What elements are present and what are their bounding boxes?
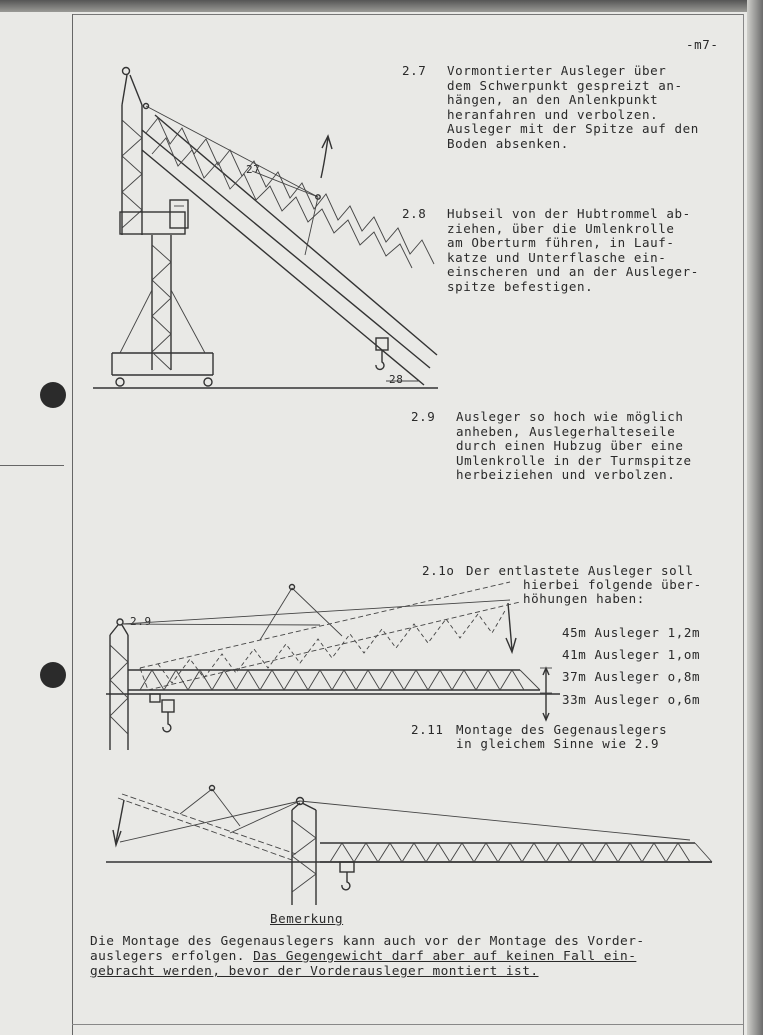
overhang-row: 37m Ausleger o,8m <box>562 669 701 684</box>
page-marker: -m7- <box>686 37 719 52</box>
step-line: durch einen Hubzug über eine <box>456 438 684 453</box>
step-line: dem Schwerpunkt gespreizt an- <box>447 77 683 93</box>
step-line: ziehen, über die Umlenkrolle <box>447 220 675 236</box>
step-line: heranfahren und verbolzen. <box>447 106 659 122</box>
step-number: 2.9 <box>411 409 436 424</box>
step-line: Der entlastete Ausleger soll <box>466 563 694 578</box>
step-line: Ausleger so hoch wie möglich <box>456 409 684 424</box>
figure-1-crane-boom-lowered <box>93 68 438 389</box>
figure-callout-2-9: 2.9 <box>130 615 152 628</box>
step-number: 2.11 <box>411 722 444 737</box>
step-line: Ausleger mit der Spitze auf den <box>447 121 699 136</box>
step-line: einscheren und an der Ausleger- <box>447 264 699 279</box>
step-line: Vormontierter Ausleger über <box>447 63 667 78</box>
step-line: am Oberturm führen, in Lauf- <box>447 235 675 250</box>
step-line: hängen, an den Anlenkpunkt <box>447 92 659 107</box>
figure-3-counter-jib <box>106 786 712 906</box>
step-line: höhungen haben: <box>523 591 645 606</box>
step-line: anheben, Auslegerhalteseile <box>456 423 676 439</box>
remark-line-plain: auslegers erfolgen. <box>90 949 254 964</box>
remark-line: Die Montage des Gegenauslegers kann auch vor der Montage des Vorder- <box>90 934 645 949</box>
step-number: 2.8 <box>402 206 427 221</box>
overhang-row: 41m Ausleger 1,om <box>562 647 701 662</box>
remark-heading: Bemerkung <box>270 911 344 926</box>
step-line: Montage des Gegenauslegers <box>456 722 668 737</box>
step-number: 2.1o <box>422 563 455 578</box>
step-line: Boden absenken. <box>447 135 569 151</box>
figure-callout-28: 28 <box>389 373 404 386</box>
remark-line-underlined: Das Gegengewicht darf aber auf keinen Fall ein- <box>253 949 637 964</box>
figure-2-boom-raised <box>106 582 560 750</box>
step-line: Hubseil von der Hubtrommel ab- <box>447 206 691 221</box>
remark-line-underlined: gebracht werden, <box>90 964 221 979</box>
step-line: hierbei folgende über- <box>523 577 702 592</box>
overhang-row: 45m Ausleger 1,2m <box>562 625 701 640</box>
step-line: katze und Unterflasche ein- <box>447 249 667 265</box>
step-number: 2.7 <box>402 63 427 78</box>
step-line: Umlenkrolle in der Turmspitze <box>456 452 692 468</box>
remark-line-underlined: bevor der Vorderausleger montiert ist. <box>220 964 539 979</box>
overhang-row: 33m Ausleger o,6m <box>562 692 701 707</box>
step-line: spitze befestigen. <box>447 278 594 294</box>
step-line: in gleichem Sinne wie 2.9 <box>456 736 660 751</box>
step-line: herbeiziehen und verbolzen. <box>456 467 676 482</box>
figure-callout-27: 27 <box>246 163 261 176</box>
